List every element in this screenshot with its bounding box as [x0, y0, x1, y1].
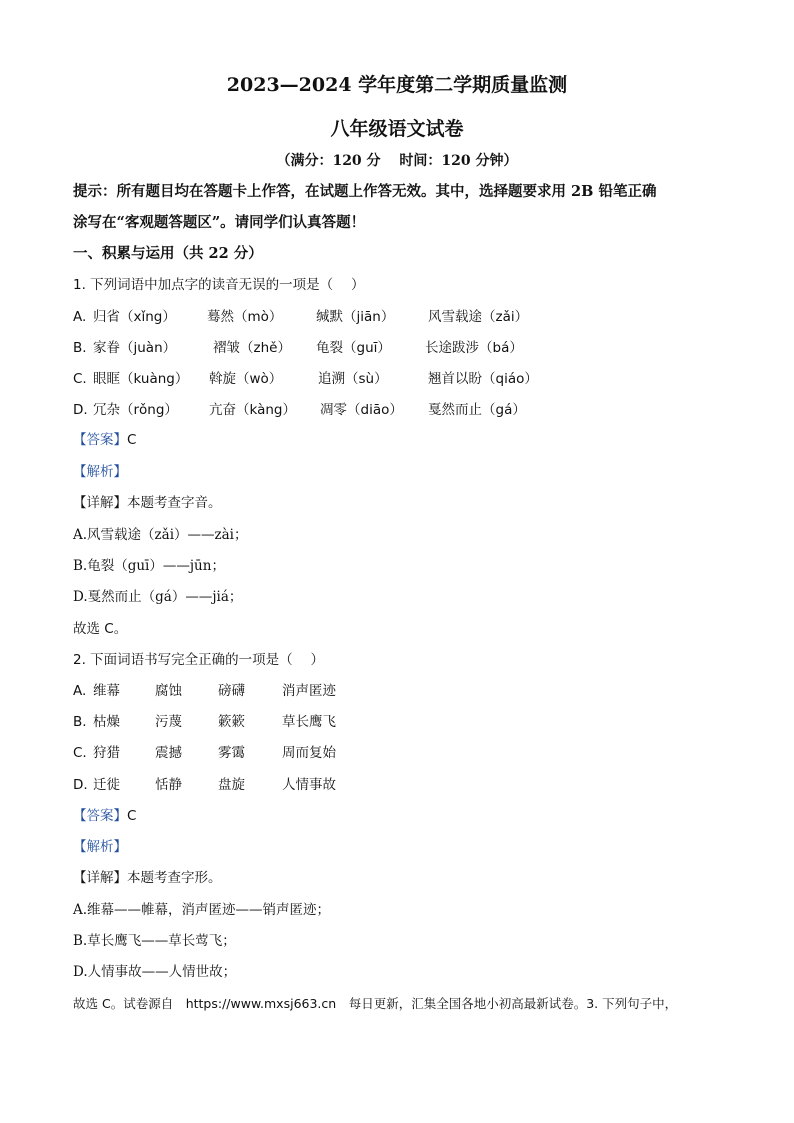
- exam-subtitle: 八年级语文试卷: [330, 118, 464, 140]
- detail-tag: 【详解】: [73, 870, 127, 886]
- option-item: 消声匿迹: [282, 683, 336, 699]
- option-item: 周而复始: [282, 745, 336, 761]
- option-item: 雾霭: [218, 745, 245, 761]
- option-item: 盘旋: [218, 777, 245, 793]
- answer-tag: 【答案】: [73, 432, 127, 448]
- q1-stem: 1. 下列词语中加点字的读音无误的一项是（ ）: [73, 277, 365, 293]
- option-label: B.: [73, 714, 87, 730]
- exam-meta: （满分：120 分 时间：120 分钟）: [276, 153, 518, 169]
- q1-answer: [73, 431, 136, 449]
- option-item: 亢奋（kàng）: [209, 402, 296, 418]
- answer-tag: 【答案】: [73, 808, 127, 824]
- option-item: 斡旋（wò）: [209, 371, 283, 387]
- q1-analysis-tag: 【解析】: [73, 464, 127, 480]
- notice-line-1: 提示：所有题目均在答题卡上作答，在试题上作答无效。其中，选择题要求用 2B 铅笔正确: [73, 183, 657, 200]
- option-item: 风雪载途（zǎi）: [428, 309, 529, 325]
- option-item: 翘首以盼（qiáo）: [428, 371, 538, 387]
- option-item: 维幕: [93, 683, 120, 699]
- option-item: 家眷（juàn）: [93, 340, 177, 356]
- section-heading: 一、积累与运用（共 22 分）: [73, 245, 263, 262]
- option-item: 枯燥: [93, 714, 120, 730]
- q1-conclusion: 故选 C。: [73, 621, 128, 637]
- answer-value: C: [127, 808, 137, 824]
- option-label: A.: [73, 683, 87, 699]
- q1-explain-line: D.戛然而止（gá）——jiá；: [73, 589, 243, 605]
- option-label: A.: [73, 309, 87, 325]
- option-item: 恬静: [155, 777, 182, 793]
- option-item: 冗杂（rǒng）: [93, 402, 178, 418]
- detail-tag: 【详解】: [73, 495, 127, 511]
- notice-line-2: 涂写在“客观题答题区”。请同学们认真答题！: [73, 214, 366, 231]
- option-item: 眼眶（kuàng）: [93, 371, 189, 387]
- option-item: 凋零（diāo）: [320, 402, 403, 418]
- q1-explain-line: A.风雪载途（zǎi）——zài；: [73, 527, 248, 543]
- option-item: 迁徙: [93, 777, 120, 793]
- option-item: 人情事故: [282, 777, 336, 793]
- q2-explain-line: B.草长鹰飞——草长莺飞；: [73, 933, 236, 949]
- q2-explain-line: A.维幕——帷幕，消声匿迹——销声匿迹；: [73, 902, 331, 918]
- option-item: 龟裂（guī）: [316, 340, 391, 356]
- option-item: 蓦然（mò）: [207, 309, 283, 325]
- option-item: 磅礴: [218, 683, 245, 699]
- exam-title: 2023—2024 学年度第二学期质量监测: [226, 74, 568, 96]
- q2-explain-line: D.人情事故——人情世故；: [73, 964, 237, 980]
- option-item: 缄默（jiān）: [316, 309, 395, 325]
- option-label: D.: [73, 777, 88, 793]
- option-item: 草长鹰飞: [282, 714, 336, 730]
- option-label: C.: [73, 371, 87, 387]
- option-item: 污蔑: [155, 714, 182, 730]
- detail-text: 本题考查字形。: [127, 870, 222, 886]
- detail-text: 本题考查字音。: [127, 495, 222, 511]
- q2-stem: 2. 下面词语书写完全正确的一项是（ ）: [73, 652, 324, 668]
- answer-value: C: [127, 432, 137, 448]
- option-item: 褶皱（zhě）: [213, 340, 291, 356]
- q2-analysis-tag: 【解析】: [73, 839, 127, 855]
- option-label: B.: [73, 340, 87, 356]
- q2-answer: [73, 807, 136, 825]
- option-item: 归省（xǐng）: [93, 309, 176, 325]
- option-label: D.: [73, 402, 88, 418]
- q2-conclusion-with-source: 故选 C。试卷源自 https://www.mxsj663.cn 每日更新，汇集全国各地小初高最新试卷。3. 下列句子中，: [73, 996, 678, 1011]
- option-item: 簌簌: [218, 714, 245, 730]
- option-item: 狩猎: [93, 745, 120, 761]
- option-item: 长途跋涉（bá）: [425, 340, 523, 356]
- q1-detail: [73, 494, 222, 512]
- option-item: 震撼: [155, 745, 182, 761]
- option-item: 追溯（sù）: [318, 371, 388, 387]
- q2-detail: [73, 869, 222, 887]
- option-item: 戛然而止（gá）: [428, 402, 526, 418]
- option-label: C.: [73, 745, 87, 761]
- option-item: 腐蚀: [155, 683, 182, 699]
- q1-explain-line: B.龟裂（guī）——jūn；: [73, 558, 225, 574]
